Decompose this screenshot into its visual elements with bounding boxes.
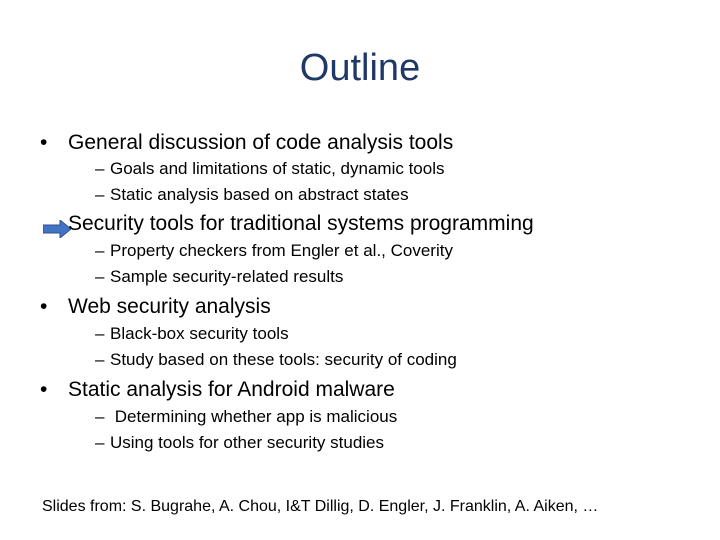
sub-bullet-label: Sample security-related results: [110, 267, 344, 286]
sub-bullet: [95, 323, 289, 345]
sub-bullet-label: Property checkers from Engler et al., Coverity: [110, 241, 453, 260]
bullet-label: Web security analysis: [68, 295, 271, 318]
sub-bullet-label: Goals and limitations of static, dynamic tools: [110, 159, 445, 178]
sub-bullet-label: Determining whether app is malicious: [110, 407, 398, 426]
dash-marker: –: [95, 350, 105, 369]
bullet-marker: •: [40, 378, 48, 401]
bullet-marker: •: [40, 131, 48, 154]
sub-bullet: [95, 266, 343, 288]
sub-bullet: [95, 406, 397, 428]
bullet-label: General discussion of code analysis tools: [68, 131, 454, 154]
sub-bullet-label: Static analysis based on abstract states: [110, 185, 409, 204]
dash-marker: –: [95, 324, 105, 343]
bullet-marker: •: [40, 295, 48, 318]
bullet-label: Static analysis for Android malware: [68, 378, 395, 401]
sub-bullet: [95, 432, 384, 454]
dash-marker: –: [95, 267, 105, 286]
dash-marker: –: [95, 185, 105, 204]
bullet-label: Security tools for traditional systems programming: [68, 212, 534, 235]
right-arrow-icon: [43, 220, 71, 238]
sub-bullet-label: Black-box security tools: [110, 324, 289, 343]
sub-bullet: [95, 158, 444, 180]
bullet-web-security: [40, 294, 271, 320]
sub-bullet: [95, 240, 453, 262]
dash-marker: –: [95, 433, 105, 452]
sub-bullet: [95, 184, 409, 206]
dash-marker: –: [95, 241, 105, 260]
bullet-android-malware: [40, 377, 395, 403]
footer-credits: Slides from: S. Bugrahe, A. Chou, I&T Dillig, D. Engler, J. Franklin, A. Aiken, …: [42, 498, 599, 515]
slide-title: Outline: [299, 47, 421, 89]
dash-marker: –: [95, 159, 105, 178]
bullet-general-discussion: [40, 130, 453, 156]
dash-marker: –: [95, 407, 105, 426]
sub-bullet: [95, 349, 457, 371]
bullet-security-tools: [68, 211, 534, 237]
sub-bullet-label: Using tools for other security studies: [110, 433, 385, 452]
sub-bullet-label: Study based on these tools: security of coding: [110, 350, 457, 369]
